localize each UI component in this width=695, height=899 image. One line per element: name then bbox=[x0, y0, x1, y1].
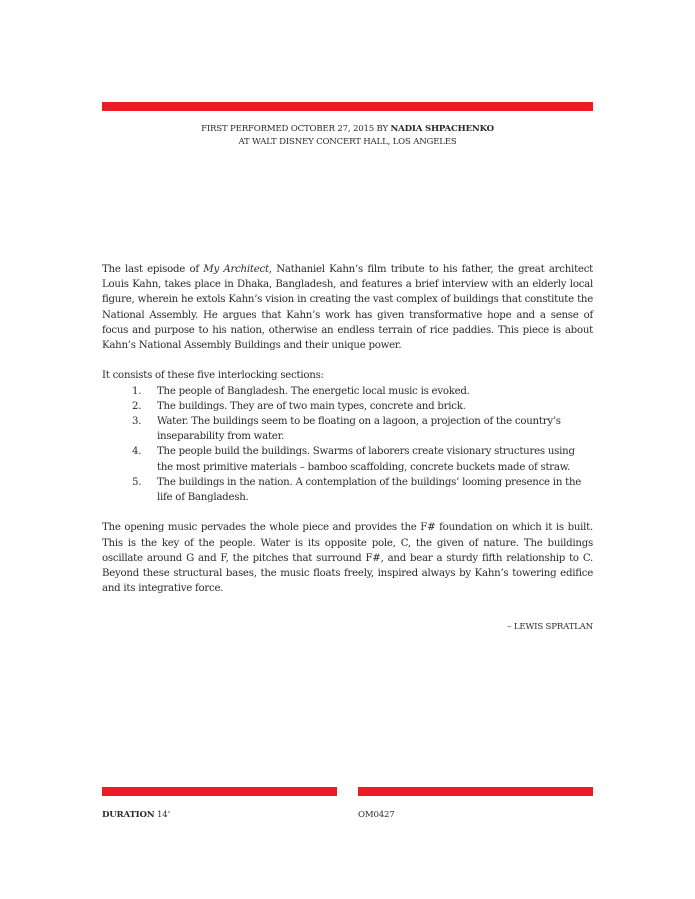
item-text: The buildings. They are of two main types, concrete and brick. bbox=[157, 400, 466, 412]
item-number: 1. bbox=[132, 385, 142, 397]
closing-paragraph: The opening music pervades the whole piece and provides the F# foundation on which it is built. This is the key of the people. Water is its opposite pole, C, the given of nature. The buildings oscillate around G and F, the pitches that surround F#, and bear a sturdy fifth relationship to C. Beyond these structural bases, the music floats freely, inspired always by Kahn’s towering edifice and its integrative force. bbox=[102, 522, 593, 595]
venue-line: AT WALT DISNEY CONCERT HALL, LOS ANGELES bbox=[238, 137, 457, 147]
program-note bbox=[102, 262, 593, 596]
film-title: My Architect bbox=[203, 264, 269, 275]
list-item bbox=[102, 384, 593, 399]
duration-value: 14’ bbox=[157, 810, 171, 820]
item-number: 4. bbox=[132, 446, 142, 458]
item-text: Water. The buildings seem to be floating on a lagoon, a projection of the country’s inseparability from water. bbox=[157, 416, 561, 443]
duration-label: DURATION bbox=[102, 810, 155, 820]
bottom-right-accent-bar bbox=[358, 787, 593, 796]
top-accent-bar bbox=[102, 102, 593, 111]
list-item bbox=[102, 414, 593, 444]
performance-header bbox=[102, 123, 593, 149]
catalog-number: OM0427 bbox=[358, 810, 395, 820]
intro-text-rest: , Nathaniel Kahn’s film tribute to his father, the great architect Louis Kahn, takes place in Dhaka, Bangladesh, and features a brief interview with an elderly local figure, wherein he extols Kahn’s vision in creating the vast complex of buildings that constitute the National Assembly. He argues that Kahn’s work has given transformative hope and a sense of focus and purpose to his nation, otherwise an endless terrain of rice paddies. This piece is about Kahn’s National Assembly Buildings and their unique power. bbox=[102, 264, 593, 352]
list-item bbox=[102, 444, 593, 474]
duration bbox=[102, 810, 170, 820]
item-text: The buildings in the nation. A contemplation of the buildings’ looming presence in the life of Bangladesh. bbox=[157, 476, 582, 504]
list-item bbox=[102, 475, 593, 505]
performed-prefix: FIRST PERFORMED OCTOBER 27, 2015 BY bbox=[201, 124, 388, 134]
performer-name: NADIA SHPACHENKO bbox=[390, 124, 494, 134]
item-text: The people build the buildings. Swarms of laborers create visionary structures using the most primitive materials – bamboo scaffolding, concrete buckets made of straw. bbox=[157, 446, 575, 473]
item-number: 3. bbox=[132, 416, 142, 428]
item-number: 2. bbox=[132, 400, 142, 412]
author-signature: – LEWIS SPRATLAN bbox=[507, 622, 593, 632]
intro-paragraph bbox=[102, 262, 593, 353]
intro-text-start: The last episode of bbox=[102, 264, 204, 275]
item-text: The people of Bangladesh. The energetic local music is evoked. bbox=[157, 385, 470, 397]
bottom-left-accent-bar bbox=[102, 787, 337, 796]
item-number: 5. bbox=[132, 476, 142, 488]
sections-list bbox=[102, 384, 593, 506]
performed-line bbox=[102, 123, 593, 136]
list-item bbox=[102, 399, 593, 414]
sections-intro: It consists of these five interlocking sections: bbox=[102, 370, 324, 382]
